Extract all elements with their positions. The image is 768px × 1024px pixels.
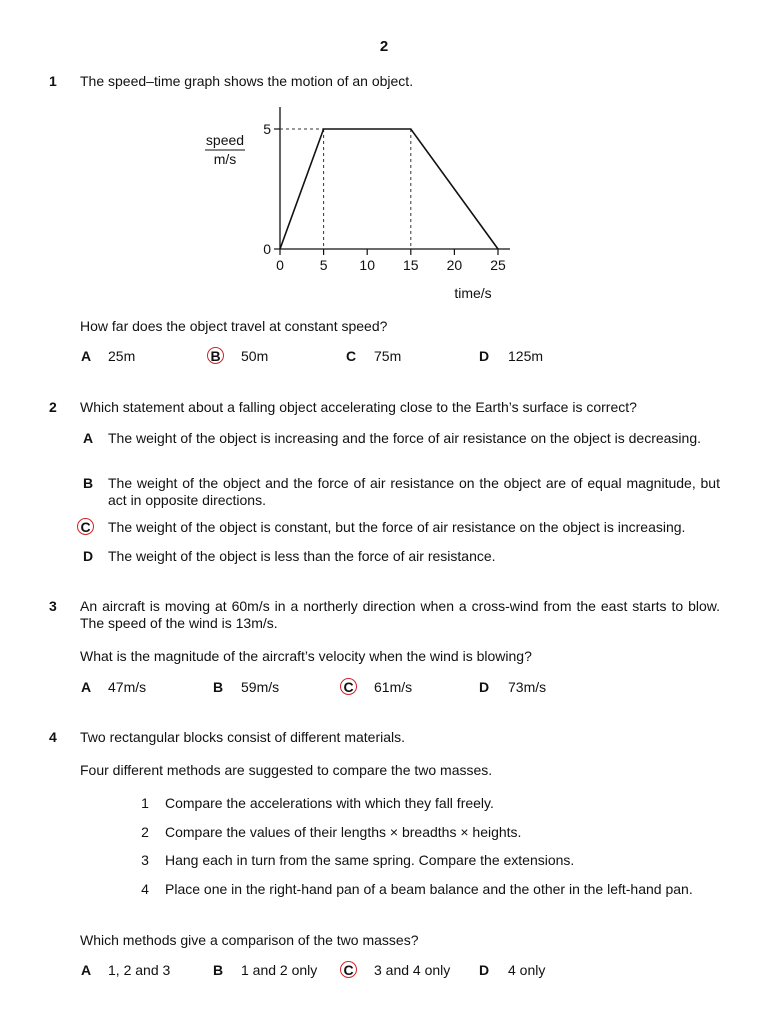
option-letter: D (478, 348, 490, 364)
method-text: Hang each in turn from the same spring. Compare the extensions. (165, 852, 575, 868)
question-number: 4 (49, 729, 57, 745)
method-text: Compare the accelerations with which they fall freely. (165, 795, 494, 811)
option-letter: A (80, 679, 92, 695)
x-tick-label: 25 (490, 257, 506, 273)
method-text: Place one in the right-hand pan of a beam balance and the other in the left-hand pan. (165, 881, 693, 897)
option-letter: D (478, 679, 490, 695)
option-letter (341, 678, 361, 695)
page-number: 2 (379, 38, 389, 55)
y-axis-unit: m/s (213, 151, 237, 167)
option-letter (208, 347, 228, 364)
answer-circle: C (340, 678, 357, 695)
option-c[interactable]: 3 and 4 only (374, 962, 451, 978)
option-a[interactable]: The weight of the object is increasing and the force of air resistance on the object is decreasing. (108, 430, 702, 446)
option-letter: A (82, 430, 94, 446)
x-tick-label: 10 (359, 257, 375, 273)
question-number: 2 (49, 399, 57, 415)
option-letter: A (80, 962, 92, 978)
option-letter: D (82, 548, 94, 564)
option-c[interactable]: The weight of the object is constant, but the force of air resistance on the object is increasing. (108, 519, 686, 535)
option-letter (78, 518, 98, 535)
question-stem-2: Four different methods are suggested to compare the two masses. (80, 762, 493, 778)
answer-circle: C (77, 518, 94, 535)
speed-series-line (280, 129, 498, 249)
question-text: How far does the object travel at constant speed? (80, 318, 388, 334)
y-tick-label: 0 (263, 241, 271, 257)
x-tick-label: 20 (446, 257, 463, 273)
x-axis-label: time/s (454, 285, 492, 301)
option-b[interactable]: 1 and 2 only (241, 962, 318, 978)
option-a[interactable]: 1, 2 and 3 (108, 962, 171, 978)
option-a[interactable]: 25m (108, 348, 136, 364)
method-number: 3 (141, 852, 149, 868)
x-tick-label: 15 (403, 257, 419, 273)
speed-time-graph (195, 100, 585, 310)
question-stem: Which statement about a falling object accelerating close to the Earth’s surface is correct? (80, 399, 637, 415)
question-stem: Two rectangular blocks consist of different materials. (80, 729, 406, 745)
option-b[interactable]: 59m/s (241, 679, 280, 695)
option-b[interactable]: 50m (241, 348, 269, 364)
option-letter: B (82, 475, 94, 491)
question-text: What is the magnitude of the aircraft’s velocity when the wind is blowing? (80, 648, 532, 664)
option-d[interactable]: 125m (508, 348, 544, 364)
option-d[interactable]: 4 only (508, 962, 546, 978)
option-d[interactable]: The weight of the object is less than the force of air resistance. (108, 548, 496, 564)
option-letter: B (212, 962, 224, 978)
method-text: Compare the values of their lengths × breadths × heights. (165, 824, 522, 840)
option-c[interactable]: 75m (374, 348, 402, 364)
option-letter: A (80, 348, 92, 364)
option-a[interactable]: 47m/s (108, 679, 147, 695)
option-letter: B (212, 679, 224, 695)
option-letter: D (478, 962, 490, 978)
x-tick-label: 5 (319, 257, 328, 273)
answer-circle: C (340, 961, 357, 978)
method-number: 4 (141, 881, 149, 897)
option-b[interactable]: The weight of the object and the force of air resistance on the object are of equal magnitude, but act in opposite directions. (108, 475, 720, 508)
question-number: 1 (49, 73, 57, 89)
option-letter (341, 961, 361, 978)
option-letter: C (345, 348, 357, 364)
method-number: 1 (141, 795, 149, 811)
x-tick-label: 0 (276, 257, 284, 273)
option-d[interactable]: 73m/s (508, 679, 547, 695)
method-number: 2 (141, 824, 149, 840)
y-axis-label: speed (205, 132, 245, 148)
y-tick-label: 5 (263, 121, 271, 137)
question-stem: An aircraft is moving at 60m/s in a northerly direction when a cross-wind from the east starts to blow. The speed of the wind is 13m/s. (80, 598, 720, 631)
option-c[interactable]: 61m/s (374, 679, 413, 695)
question-stem: The speed–time graph shows the motion of an object. (80, 73, 414, 89)
answer-circle: B (207, 347, 224, 364)
question-number: 3 (49, 598, 57, 614)
question-text: Which methods give a comparison of the two masses? (80, 932, 419, 948)
